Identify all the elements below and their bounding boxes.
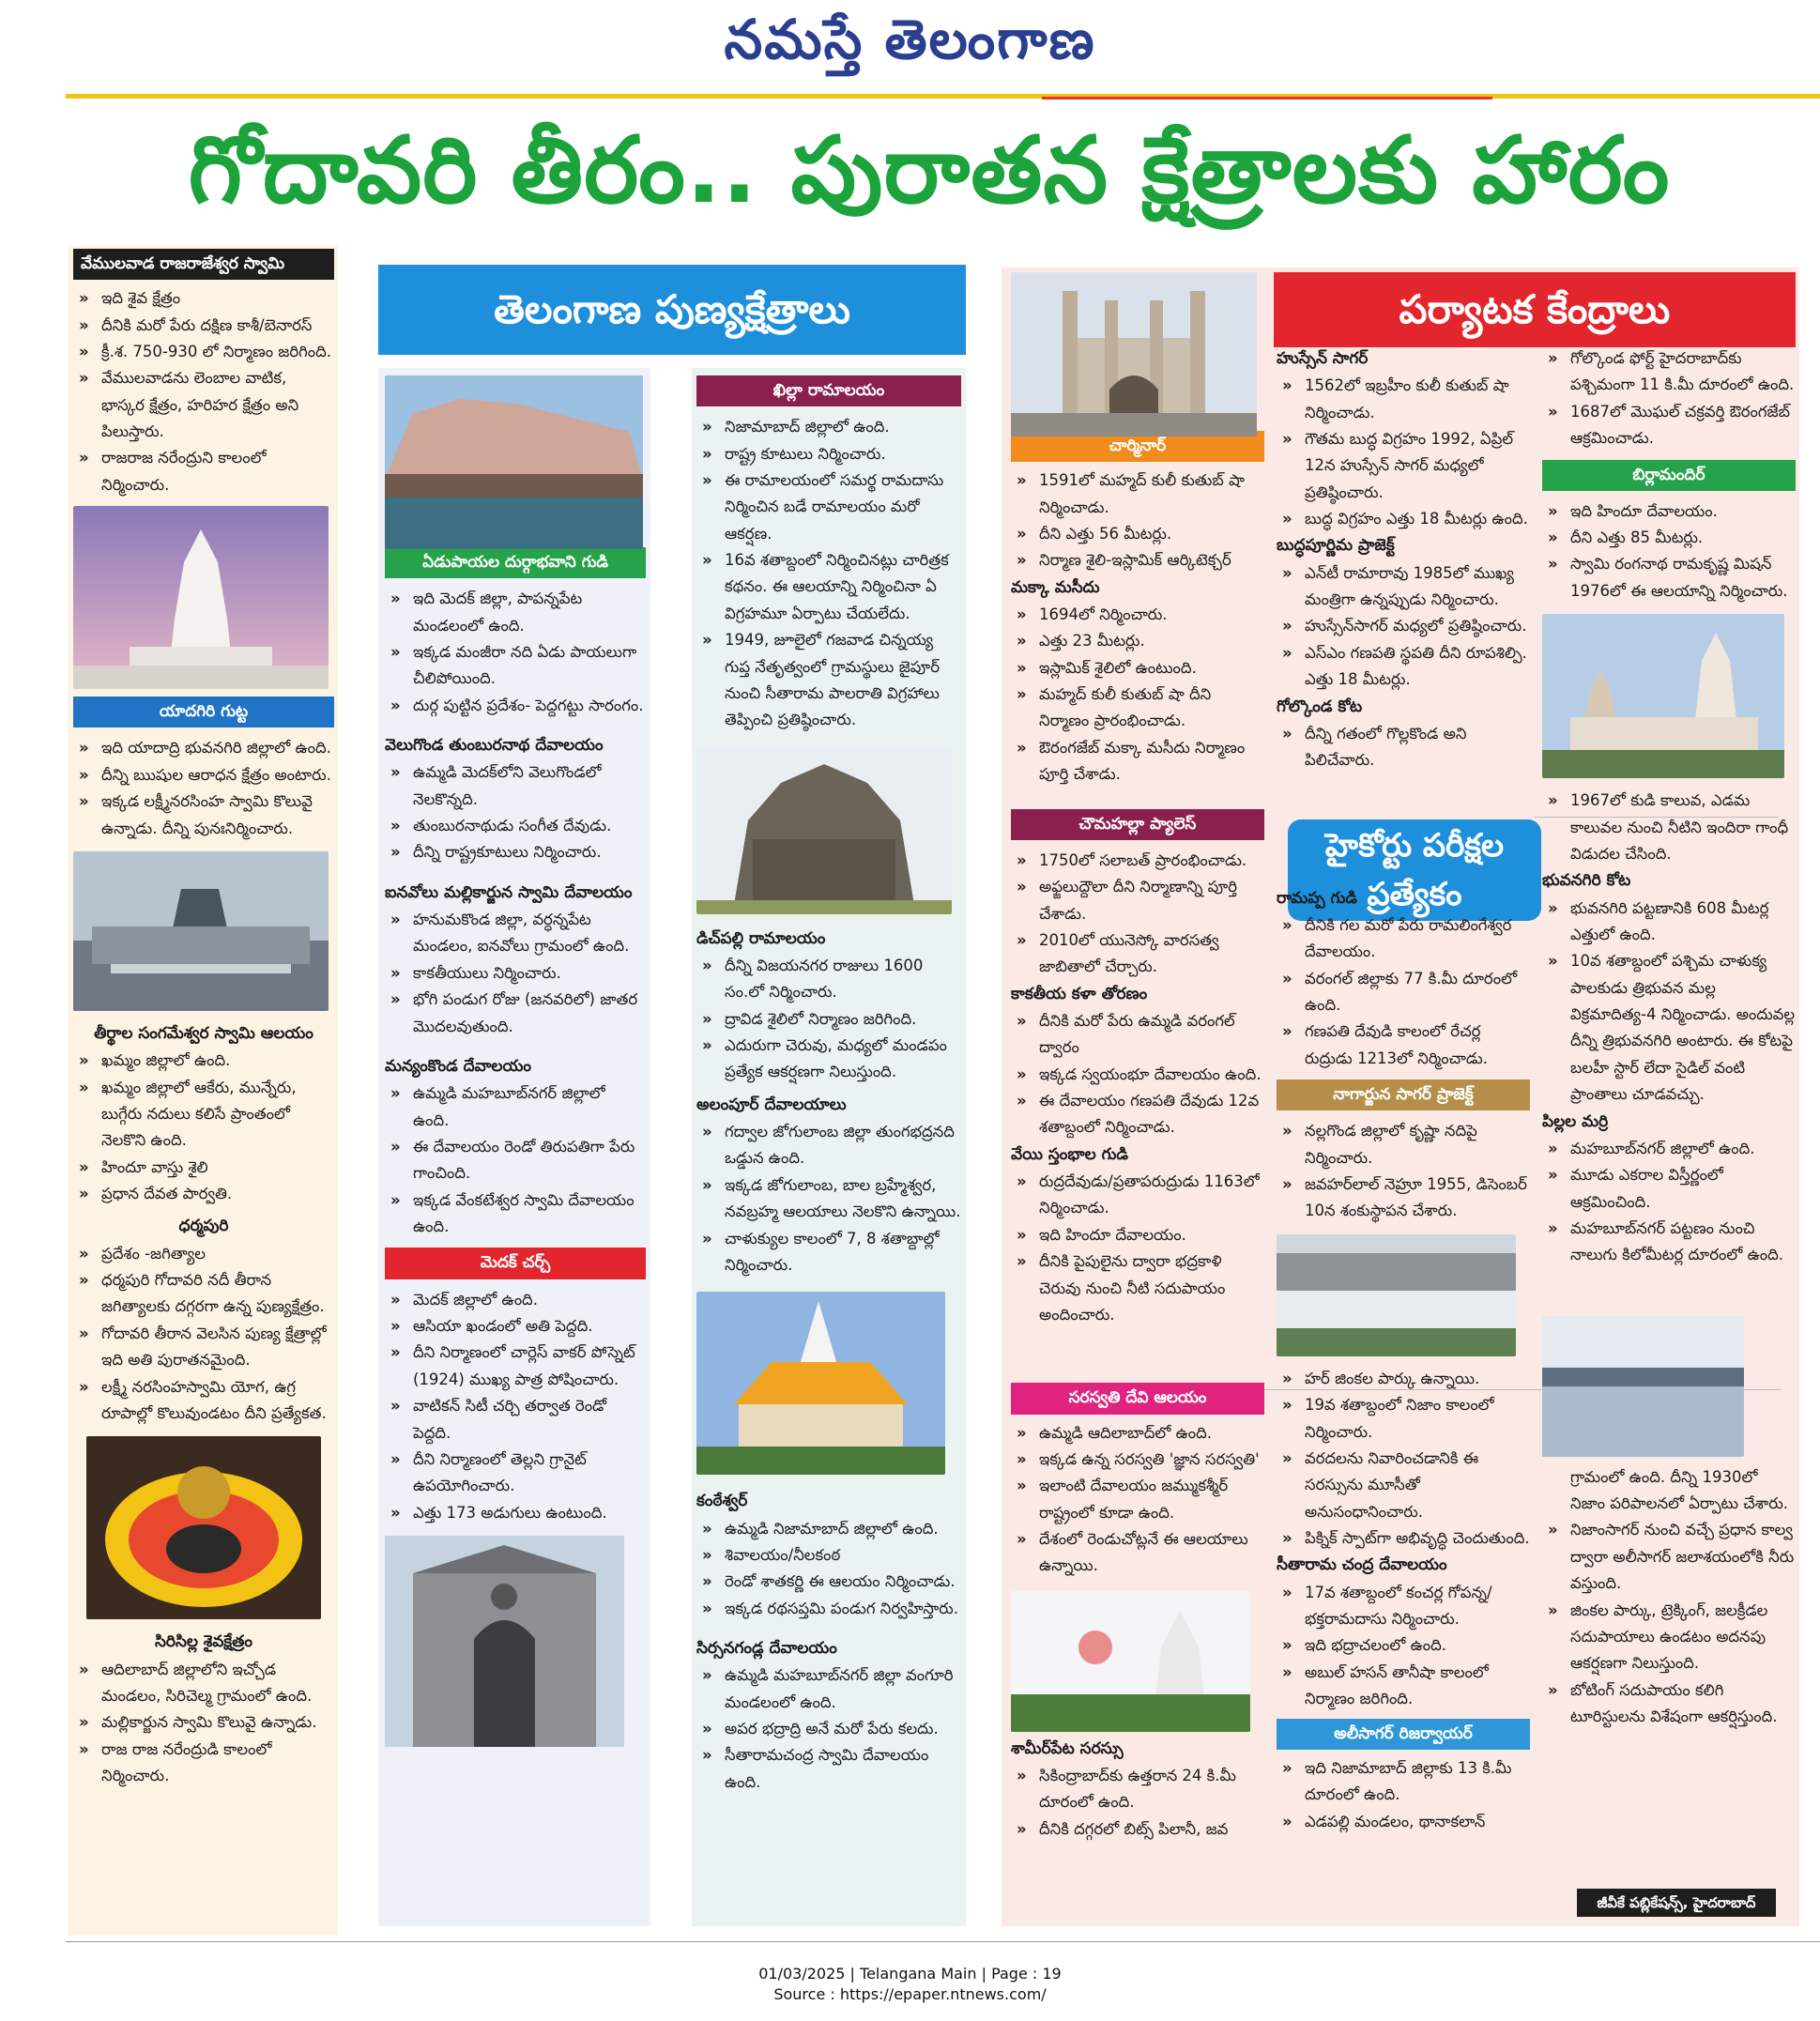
list-item: » ఇది హిందూ దేవాలయం. [1542, 498, 1796, 525]
list-item: » చాళుక్యుల కాలంలో 7, 8 శతాబ్దాల్లో నిర్మించారు. [696, 1226, 961, 1279]
list-item: » వరదలను నివారించడానికి ఈ సరస్సును మూసీతో అనుసంధానించారు. [1277, 1446, 1530, 1525]
list-sirisilla [73, 1657, 334, 1790]
list-item: » ఇక్కడ రథసప్తమి పండుగ నిర్వహిస్తారు. [696, 1596, 961, 1622]
section-title-chowmahalla: చౌమహల్లా ప్యాలెస్ [1011, 809, 1264, 840]
list-item: » 19వ శతాబ్దంలో నిజాం కాలంలో నిర్మించారు. [1277, 1392, 1530, 1446]
list-item: » ఇక్కడ ఉన్న సరస్వతి 'జ్ఞాన సరస్వతి' [1011, 1447, 1264, 1473]
list-item: » మూడు ఎకరాల విస్తీర్ణంలో ఆక్రమించింది. [1542, 1162, 1796, 1216]
list-charminar [1011, 467, 1264, 574]
list-ramappa [1277, 912, 1530, 1072]
column-3 [696, 375, 961, 1924]
list-item: » ఎదురుగా చెరువు, మధ్యలో మండపం ప్రత్యేక ఆకర్షణగా నిలుస్తుంది. [696, 1033, 961, 1086]
section-title-dichpally: డిచ్‌పల్లి రామాలయం [696, 928, 826, 948]
list-item: » ఉమ్మడి ఆదిలాబాద్‌లో ఉంది. [1011, 1420, 1264, 1447]
edupayala-temple-photo [385, 375, 643, 549]
list-item: » గోదావరి తీరాన వెలసిన పుణ్య క్షేత్రాల్లో ఇది అతి పురాతనమైంది. [73, 1321, 334, 1374]
list-golconda [1277, 721, 1530, 774]
sirisilla-shrine-photo [86, 1436, 321, 1619]
list-item: » మహబూబ్‌నగర్ జిల్లాలో ఉంది. [1542, 1136, 1796, 1162]
section-title-sirisilla: సిరిసిల్ల శైవక్షేత్రం [154, 1632, 253, 1652]
list-item: » 1687లో మొఘల్ చక్రవర్తి ఔరంగజేబ్ ఆక్రమించాడు. [1542, 399, 1796, 452]
list-hussain [1277, 373, 1530, 532]
list-item: » రుద్రదేవుడు/ప్రతాపరుద్రుడు 1163లో నిర్మించాడు. [1011, 1169, 1264, 1222]
list-item: » హిందూ వాస్తు శైలి [73, 1155, 334, 1181]
shamirpet-photo [1011, 1591, 1250, 1732]
list-item: » రెండో శాతకర్ణి ఈ ఆలయం నిర్మించాడు. [696, 1569, 961, 1595]
list-item: » ఎడపల్లి మండలం, థానాకలాన్ [1277, 1809, 1530, 1835]
column-6 [1542, 345, 1796, 1922]
page-footer [0, 1964, 1820, 2005]
section-title-dharmapuri: ధర్మపురి [178, 1217, 229, 1236]
section-title-medak-church: మెదక్ చర్చ్ [385, 1248, 646, 1278]
list-buddha-purnima [1277, 560, 1530, 694]
list-item: » గౌతమ బుద్ధ విగ్రహం 1992, ఏప్రిల్ 12న హుస్సేన్ సాగర్ మధ్యలో ప్రతిష్ఠించారు. [1277, 426, 1530, 506]
section-title-bhongir: భువనగిరి కోట [1542, 871, 1631, 891]
section-title-edupayala: ఏడుపాయల దుర్గాభవాని గుడి [385, 547, 646, 578]
list-item: » ప్రదేశం -జగిత్యాల [73, 1241, 334, 1267]
list-thoranam [1011, 1008, 1264, 1141]
list-item: » జింకల పార్కు, ట్రెక్కింగ్, జలక్రీడల సదుపాయాలు ఉండటం అదనపు ఆకర్షణగా నిలుస్తుంది. [1542, 1598, 1796, 1677]
list-item: » ఇస్లామిక్ శైలిలో ఉంటుంది. [1011, 655, 1264, 681]
birla-mandir-photo [1542, 614, 1784, 778]
list-item: » 1591లో మహ్మద్ కులీ కుతుబ్ షా నిర్మించాడు. [1011, 467, 1264, 521]
section-title-manyamkonda: మన్యంకొండ దేవాలయం [385, 1056, 531, 1076]
list-item: » జవహర్‌లాల్ నెహ్రూ 1955, డిసెంబర్ 10న శంకుస్థాపన చేశారు. [1277, 1171, 1530, 1225]
section-title-ramappa: రామప్ప గుడి [1277, 888, 1357, 908]
list-shamirpet [1011, 1763, 1264, 1843]
list-item: » ఉమ్మడి నిజామాబాద్ జిల్లాలో ఉంది. [696, 1516, 961, 1542]
list-item: » ఆదిలాబాద్ జిల్లాలోని ఇచ్చోడ మండలం, సిరిచెల్మ గ్రామంలో ఉంది. [73, 1657, 334, 1710]
list-manyamkonda [385, 1080, 646, 1240]
list-item: » రాజ రాజ నరేంద్రుడి కాలంలో నిర్మించారు. [73, 1737, 334, 1790]
section-title-thoranam: కాకతీయ కళా తోరణం [1011, 984, 1148, 1003]
charminar-photo [1011, 272, 1257, 436]
kantheshwar-temple-photo [696, 1292, 945, 1475]
section-title-saraswati: సరస్వతి దేవి ఆలయం [1011, 1383, 1264, 1414]
masthead: నమస్తే తెలంగాణ [724, 8, 1096, 71]
list-item: » ఎస్ఎం గణపతి స్థపతి దీని రూపశిల్పి. ఎత్తు 18 మీటర్లు. [1277, 640, 1530, 694]
list-item: » ఇక్కడ స్వయంభూ దేవాలయం ఉంది. [1011, 1062, 1264, 1088]
vemulawada-temple-photo [73, 506, 329, 689]
list-item: » గోల్కొండ ఫోర్ట్ హైదరాబాద్‌కు పశ్చిమంగా 11 కి.మీ దూరంలో ఉంది. [1542, 345, 1796, 399]
list-medak-church [385, 1287, 646, 1526]
section-band-paryataka: పర్యాటక కేంద్రాలు [1274, 272, 1796, 347]
section-title-velugonda: వెలుగొండ తుంబురనాథ దేవాలయం [385, 736, 604, 756]
list-item: » ఈ దేవాలయం రెండో తిరుపతిగా పేరు గాంచింది. [385, 1134, 646, 1187]
list-dichpally [696, 953, 961, 1086]
list-item: » ఇది నిజామాబాద్ జిల్లాకు 13 కి.మీ దూరంలో ఉంది. [1277, 1755, 1530, 1809]
list-item: » తుంబురనాథుడు సంగీత దేవుడు. [385, 813, 646, 839]
list-item: » ఖమ్మం జిల్లాలో ఆకేరు, మున్నేరు, బుగ్గేరు నదులు కలిసే ప్రాంతంలో నెలకొని ఉంది. [73, 1075, 334, 1155]
list-item: » మెదక్ జిల్లాలో ఉంది. [385, 1287, 646, 1313]
list-veyi-stambhala [1011, 1169, 1264, 1328]
list-item: » ఇది భద్రాచలంలో ఉంది. [1277, 1632, 1530, 1659]
section-title-alampur: అలంపూర్ దేవాలయాలు [696, 1095, 847, 1114]
list-alampur [696, 1119, 961, 1278]
list-vemulawada [73, 285, 334, 498]
list-item: » దీన్ని ఋషుల ఆరాధన క్షేత్రం అంటారు. [73, 762, 334, 788]
list-nizamsagar [1542, 1517, 1796, 1730]
yadagiri-temple-photo [73, 851, 329, 1011]
dichpally-temple-photo [696, 745, 952, 914]
section-title-buddha-purnima: బుద్ధపూర్ణిమ ప్రాజెక్ట్ [1277, 536, 1395, 556]
masthead-rule [66, 94, 1820, 99]
list-item: » దుర్గ పుట్టిన ప్రదేశం- పెద్దగట్టు సారంగం. [385, 693, 646, 719]
list-khilla [696, 414, 961, 734]
list-item: » దీన్ని విజయనగర రాజులు 1600 సం.లో నిర్మించారు. [696, 953, 961, 1006]
alisagar-reservoir-photo [1542, 1316, 1744, 1457]
list-item: » దీని ఎత్తు 56 మీటర్లు. [1011, 521, 1264, 547]
list-item: » ఇది శైవ క్షేత్రం [73, 285, 334, 312]
list-item: » 1694లో నిర్మించారు. [1011, 602, 1264, 628]
list-item: » మల్లికార్జున స్వామి కొలువై ఉన్నాడు. [73, 1709, 334, 1736]
list-item: » ఎత్తు 23 మీటర్లు. [1011, 628, 1264, 654]
list-item: » రాజరాజ నరేంద్రుని కాలంలో నిర్మించారు. [73, 445, 334, 498]
section-title-hussain: హుస్సేన్ సాగర్ [1277, 349, 1369, 368]
list-golconda-continued [1542, 345, 1796, 452]
list-item: » వేములవాడను లెంబాల వాటిక, భాస్కర క్షేత్రం, హరిహర క్షేత్రం అని పిలుస్తారు. [73, 365, 334, 445]
list-thirthala [73, 1048, 334, 1207]
highcourt-line-2: ప్రత్యేకం [1367, 876, 1462, 913]
list-item: » 2010లో యునెస్కో వారసత్వ జాబితాలో చేర్చారు. [1011, 927, 1264, 981]
list-item: » లక్ష్మీ నరసింహస్వామి యోగ, ఉగ్ర రూపాల్లో కొలువుండటం దీని ప్రత్యేకత. [73, 1374, 334, 1428]
list-item: » నిర్మాణ శైలి-ఇస్లామిక్ ఆర్కిటెక్చర్ [1011, 547, 1264, 574]
section-title-yadagiri: యాదగిరి గుట్ట [73, 697, 334, 727]
list-item: » అపర భద్రాద్రి అనే మరో పేరు కలదు. [696, 1716, 961, 1742]
list-item: » గద్వాల జోగులాంబ జిల్లా తుంగభద్రనది ఒడ్డున ఉంది. [696, 1119, 961, 1172]
medak-church-photo [385, 1536, 624, 1747]
section-title-golconda: గోల్కొండ కోట [1277, 697, 1363, 716]
list-edupayala [385, 586, 646, 719]
list-dharmapuri [73, 1241, 334, 1428]
list-item: » ఉమ్మడి మహబూబ్‌నగర్ జిల్లా వంగూరి మండలంలో ఉంది. [696, 1662, 961, 1716]
list-item: » దీనికి దగ్గరలో బిట్స్ పిలానీ, జవ [1011, 1816, 1264, 1843]
list-bhongir [1542, 896, 1796, 1109]
column-1 [73, 249, 334, 1934]
list-item: » సీతారామచంద్ర స్వామి దేవాలయం ఉంది. [696, 1742, 961, 1796]
headline: గోదావరి తీరం.. పురాతన క్షేత్రాలకు హారం [188, 117, 1671, 224]
footer-date-line: 01/03/2025 | Telangana Main | Page : 19 [758, 1965, 1062, 1983]
list-item: » ఎన్‌టీ రామారావు 1985లో ముఖ్య మంత్రిగా ఉన్నప్పుడు నిర్మించారు. [1277, 560, 1530, 614]
list-item: » సికింద్రాబాద్‌కు ఉత్తరాన 24 కి.మీ దూరంలో ఉంది. [1011, 1763, 1264, 1816]
list-item: » దీని ఎత్తు 85 మీటర్లు. [1542, 525, 1796, 551]
list-item: » ఉమ్మడి మహబూబ్‌నగర్ జిల్లాలో ఉంది. [385, 1080, 646, 1134]
list-item: » రాష్ట్ర కూటులు నిర్మించారు. [696, 441, 961, 467]
section-title-vemulawada: వేములవాడ రాజరాజేశ్వర స్వామి [73, 249, 334, 280]
list-item: » ఈ దేవాలయం గణపతి దేవుడు 12వ శతాబ్దంలో నిర్మించాడు. [1011, 1088, 1264, 1141]
list-item: » ఇక్కడ మంజీరా నది ఏడు పాయలుగా చీలిపోయింది. [385, 639, 646, 693]
nagarjuna-sagar-dam-photo [1277, 1234, 1516, 1356]
list-item: » స్వామి రంగనాథ రామకృష్ణ మిషన్ 1976లో ఈ ఆలయాన్ని నిర్మించారు. [1542, 551, 1796, 605]
list-item: » పిక్నిక్ స్పాట్‌గా అభివృద్ధి చెందుతుంది. [1277, 1525, 1530, 1552]
footer-source-line: Source : https://epaper.ntnews.com/ [773, 1985, 1047, 2003]
highcourt-line-1: హైకోర్టు పరీక్షల [1324, 827, 1505, 865]
nizamsagar-pre: గ్రామంలో ఉంది. దీన్ని 1930లో నిజాం పరిపాలనలో ఏర్పాటు చేశారు. [1570, 1467, 1789, 1513]
list-item: » వరంగల్ జిల్లాకు 77 కి.మీ దూరంలో ఉంది. [1277, 966, 1530, 1019]
section-title-thirthala: తీర్థాల సంగమేశ్వర స్వామి ఆలయం [94, 1023, 314, 1043]
list-item: » భువనగిరి పట్టణానికి 608 మీటర్ల ఎత్తులో ఉంది. [1542, 896, 1796, 949]
list-item: » దీన్ని గతంలో గొల్లకొండ అని పిలిచేవారు. [1277, 721, 1530, 774]
section-title-seetharama: సీతారామ చంద్ర దేవాలయం [1277, 1555, 1447, 1575]
section-title-veyi-stambhala: వేయి స్తంభాల గుడి [1011, 1144, 1128, 1164]
list-item: » ఇది మెదక్ జిల్లా, పాపన్నపేట మండలంలో ఉంది. [385, 586, 646, 639]
list-item: » 10వ శతాబ్దంలో పశ్చిమ చాళుక్య పాలకుడు త్రిభువన మల్ల విక్రమాదిత్య-4 నిర్మించాడు. అందువల్ల దీన్ని త్రిభువనగిరి అంటారు. ఈ కోటపై బలహీ స్టార్ లేదా సైడిల్ వంటి ప్రాంతాలు చూడవచ్చు. [1542, 948, 1796, 1108]
list-inavolu [385, 907, 646, 1040]
list-item: » ఆసియా ఖండంలో అతి పెద్దది. [385, 1313, 646, 1340]
list-velugonda [385, 759, 646, 866]
list-item: » బోటింగ్ సదుపాయం కలిగి టూరిస్టులను విశేషంగా ఆకర్షిస్తుంది. [1542, 1677, 1796, 1731]
list-item: » 1949, జూలైలో గజవాడ చిన్నయ్య గుప్త నేతృత్వంలో గ్రామస్థులు జైపూర్ నుంచి సీతారామ పాలరాతి విగ్రహాలు తెప్పించి ప్రతిష్ఠించారు. [696, 627, 961, 734]
list-birla-mandir [1542, 498, 1796, 605]
list-item: » హనుమకొండ జిల్లా, వర్ధన్నపేట మండలం, ఐనవోలు గ్రామంలో ఉంది. [385, 907, 646, 960]
list-item: » అబుల్ హసన్ తానీషా కాలంలో నిర్మాణం జరిగింది. [1277, 1660, 1530, 1713]
list-item: » హర్ జింకల పార్కు ఉన్నాయి. [1277, 1366, 1530, 1392]
list-item: » దీనికి మరో పేరు ఉమ్మడి వరంగల్ ద్వారం [1011, 1008, 1264, 1062]
list-item: » ద్రావిడ శైలిలో నిర్మాణం జరిగింది. [696, 1006, 961, 1033]
section-title-mecca: మక్కా మసీదు [1011, 577, 1100, 597]
list-item: » ఎత్తు 173 అడుగులు ఉంటుంది. [385, 1500, 646, 1526]
list-item: » ధర్మపురి గోదావరి నదీ తీరాన జగిత్యాలకు దగ్గరగా ఉన్న పుణ్యక్షేత్రం. [73, 1267, 334, 1321]
list-item: » ఔరంగజేబ్ మక్కా మసీదు నిర్మాణం పూర్తి చేశాడు. [1011, 735, 1264, 788]
list-hussain-continued [1277, 1366, 1530, 1553]
section-title-khilla: ఖిల్లా రామాలయం [696, 375, 961, 406]
list-item: » గణపతి దేవుడి కాలంలో రేచర్ల రుద్రుడు 1213లో నిర్మించాడు. [1277, 1018, 1530, 1072]
list-item: » 1562లో ఇబ్రహీం కులీ కుతుబ్ షా నిర్మించాడు. [1277, 373, 1530, 426]
list-mecca [1011, 602, 1264, 788]
list-pillalamarri [1542, 1136, 1796, 1269]
list-item: » ఇది హిందూ దేవాలయం. [1011, 1222, 1264, 1248]
credit-line: జీవీకే పబ్లికేషన్స్, హైదరాబాద్ [1577, 1889, 1776, 1917]
list-alisagar [1277, 1755, 1530, 1835]
list-item: » 17వ శతాబ్దంలో కంచర్ల గోపన్న/భక్తరామదాసు నిర్మించారు. [1277, 1580, 1530, 1633]
list-item: » దేశంలో రెండుచోట్లనే ఈ ఆలయాలు ఉన్నాయి. [1011, 1526, 1264, 1580]
section-title-charminar: చార్మినార్ [1011, 431, 1264, 462]
list-kantheshwar [696, 1516, 961, 1623]
section-title-kantheshwar: కంఠేశ్వర్ [696, 1492, 748, 1511]
list-item: » దీనికి గల మరో పేరు రామలింగేశ్వర దేవాలయం. [1277, 912, 1530, 966]
list-item: » ఈ రామాలయంలో సమర్థ రామదాసు నిర్మించిన బడే రామాలయం మరో ఆకర్షణ. [696, 467, 961, 547]
list-item: » నల్లగొండ జిల్లాలో కృష్ణా నదిపై నిర్మించారు. [1277, 1118, 1530, 1171]
list-item: » ఖమ్మం జిల్లాలో ఉంది. [73, 1048, 334, 1074]
list-item: » శివాలయం/నీలకంఠ [696, 1542, 961, 1569]
section-band-punyakshetralu: తెలంగాణ పుణ్యక్షేత్రాలు [378, 265, 966, 355]
section-title-pillalamarri: పిల్లల మర్రి [1542, 1111, 1609, 1131]
list-seetharama [1277, 1580, 1530, 1713]
list-item: » ఉమ్మడి మెదక్‌లోని వెలుగొండలో నెలకొన్నది. [385, 759, 646, 813]
list-item: » బుద్ధ విగ్రహం ఎత్తు 18 మీటర్లు ఉంది. [1277, 506, 1530, 532]
section-title-inavolu: ఐనవోలు మల్లికార్జున స్వామి దేవాలయం [385, 882, 633, 902]
list-saraswati [1011, 1420, 1264, 1580]
list-item: » కాకతీయులు నిర్మించారు. [385, 960, 646, 987]
list-item: » నిజాంసాగర్ నుంచి వచ్చే ప్రధాన కాల్వ ద్వారా అలీసాగర్ జలాశయంలోకి నీరు వస్తుంది. [1542, 1517, 1796, 1597]
list-sirsanagandla [696, 1662, 961, 1796]
list-item: » నిజామాబాద్ జిల్లాలో ఉంది. [696, 414, 961, 440]
section-title-alisagar: అలీసాగర్ రిజర్వాయర్ [1277, 1719, 1530, 1750]
list-item: » హుస్సేన్‌సాగర్ మధ్యలో ప్రతిష్ఠించారు. [1277, 613, 1530, 639]
section-title-shamirpet: శామీర్‌పేట సరస్సు [1011, 1738, 1124, 1758]
list-item: » అఫ్జలుద్దౌలా దీని నిర్మాణాన్ని పూర్తి చేశాడు. [1011, 874, 1264, 927]
list-item: » దీని నిర్మాణంలో తెల్లని గ్రానైట్ ఉపయోగించారు. [385, 1447, 646, 1500]
list-item: » దీనికి మరో పేరు దక్షిణ కాశీ/బెనారస్ [73, 313, 334, 339]
list-item: » దీనికి పైపులైను ద్వారా భద్రకాళి చెరువు నుంచి నీటి సదుపాయం అందించారు. [1011, 1248, 1264, 1328]
list-item: » 1967లో కుడి కాలువ, ఎడమ కాలువల నుంచి నీటిని ఇందిరా గాంధీ విడుదల చేసింది. [1542, 788, 1796, 867]
section-title-sirsanagandla: సిర్సనగండ్ల దేవాలయం [696, 1639, 837, 1659]
list-item: » వాటికన్ సిటీ చర్చి తర్వాత రెండో పెద్దది. [385, 1393, 646, 1447]
list-item: » 1750లో సలాబత్ ప్రారంభించాడు. [1011, 848, 1264, 874]
list-bhongir-pre [1542, 788, 1796, 867]
list-item: » క్రీ.శ. 750-930 లో నిర్మాణం జరిగింది. [73, 339, 334, 365]
column-5 [1277, 345, 1530, 1922]
page-bottom-rule [66, 1941, 1820, 1942]
list-item: » మహ్మద్ కులీ కుతుబ్ షా దీని నిర్మాణం ప్రారంభించాడు. [1011, 681, 1264, 735]
list-item: » ఇక్కడ లక్ష్మీనరసింహ స్వామి కొలువై ఉన్నాడు. దీన్ని పునఃనిర్మించారు. [73, 788, 334, 842]
masthead-accent-rule [1042, 97, 1492, 100]
list-item: » ఇక్కడ వేంకటేశ్వర స్వామి దేవాలయం ఉంది. [385, 1187, 646, 1241]
list-item: » భోగి పండుగ రోజు (జనవరిలో) జాతర మొదలవుతుంది. [385, 987, 646, 1040]
list-item: » ఇది యాదాద్రి భువనగిరి జిల్లాలో ఉంది. [73, 735, 334, 761]
list-yadagiri [73, 735, 334, 842]
list-item: » దీని నిర్మాణంలో చార్లెస్ వాకర్ పోస్నెట్ (1924) ముఖ్య పాత్ర పోషించారు. [385, 1340, 646, 1393]
list-item: » మహబూబ్‌నగర్ పట్టణం నుంచి నాలుగు కిలోమీటర్ల దూరంలో ఉంది. [1542, 1216, 1796, 1269]
section-title-nagarjuna-sagar: నాగార్జున సాగర్ ప్రాజెక్ట్ [1277, 1079, 1530, 1110]
column-2 [385, 375, 646, 1924]
list-nagarjuna-sagar [1277, 1118, 1530, 1225]
column-4 [1011, 272, 1264, 1924]
list-item: » ఇక్కడ జోగులాంబ, బాల బ్రహ్మేశ్వర, నవబ్రహ్మ ఆలయాలు నెలకొని ఉన్నాయి. [696, 1172, 961, 1226]
list-item: » ప్రధాన దేవత పార్వతి. [73, 1181, 334, 1207]
list-chowmahalla [1011, 848, 1264, 981]
section-title-birla-mandir: బిర్లామందిర్ [1542, 460, 1796, 491]
list-item: » 16వ శతాబ్దంలో నిర్మించినట్లు చారిత్రక కథనం. ఈ ఆలయాన్ని నిర్మించినా ఏ విగ్రహమూ ఏర్పాటు చేయలేదు. [696, 547, 961, 627]
list-item: » దీన్ని రాష్ట్రకూటులు నిర్మించారు. [385, 839, 646, 865]
list-item: » ఇలాంటి దేవాలయం జమ్ముకశ్మీర్ రాష్ట్రంలో కూడా ఉంది. [1011, 1473, 1264, 1526]
